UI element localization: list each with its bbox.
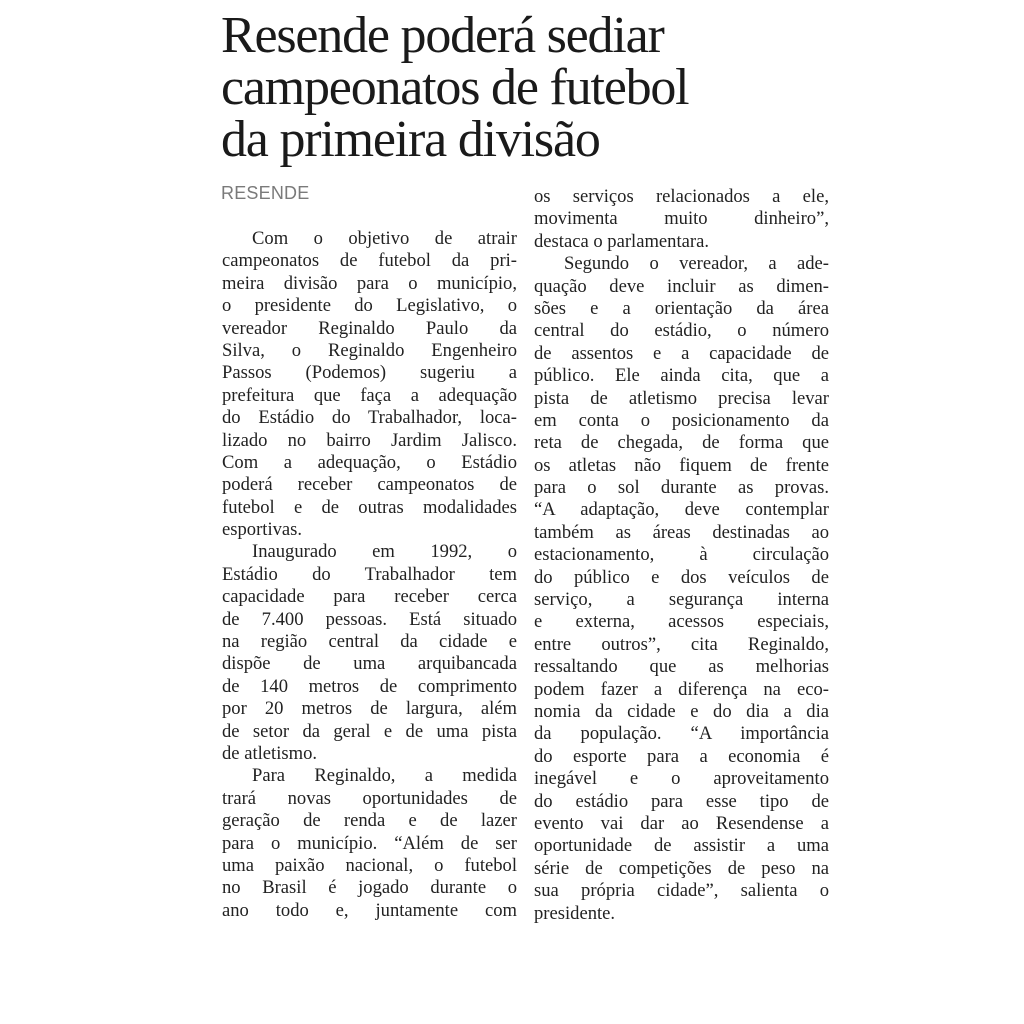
text-line: Inaugurado em 1992, o: [252, 541, 517, 563]
text-line: de 140 metros de comprimento: [222, 675, 517, 697]
text-line: inegável e o aproveitamento: [534, 768, 829, 790]
text-line: Silva, o Reginaldo Engenheiro: [222, 339, 517, 361]
text-line: ano todo e, juntamente com: [222, 899, 517, 921]
text-line: sões e a orientação da área: [534, 297, 829, 319]
text-line: e externa, acessos especiais,: [534, 611, 829, 633]
text-line: quação deve incluir as dimen-: [534, 275, 829, 297]
text-line: estacionamento, à circulação: [534, 544, 829, 566]
headline-line: da primeira divisão: [221, 111, 600, 168]
text-line: Passos (Podemos) sugeriu a: [222, 362, 517, 384]
headline-line: Resende poderá sediar: [221, 7, 664, 64]
text-line: para o município. “Além de ser: [222, 832, 517, 854]
text-line: do estádio para esse tipo de: [534, 790, 829, 812]
text-line: série de competições de peso na: [534, 857, 829, 879]
text-line: “A adaptação, deve contemplar: [534, 499, 829, 521]
text-line: poderá receber campeonatos de: [222, 474, 517, 496]
text-line: nomia da cidade e do dia a dia: [534, 700, 829, 722]
text-line: de 7.400 pessoas. Está situado: [222, 608, 517, 630]
text-line: da população. “A importância: [534, 723, 829, 745]
text-line: campeonatos de futebol da pri-: [222, 250, 517, 272]
headline-line: campeonatos de futebol: [221, 59, 689, 116]
text-line: Com o objetivo de atrair: [252, 228, 517, 249]
text-line: meira divisão para o município,: [222, 272, 517, 294]
text-line: também as áreas destinadas ao: [534, 521, 829, 543]
text-line: sua própria cidade”, salienta o: [534, 880, 829, 902]
text-line: prefeitura que faça a adequação: [222, 384, 517, 406]
text-line: oportunidade de assistir a uma: [534, 835, 829, 857]
text-line: esportivas.: [222, 519, 303, 541]
text-line: reta de chegada, de forma que: [534, 432, 829, 454]
text-line: pista de atletismo precisa levar: [534, 387, 829, 409]
article-column-left: [222, 228, 517, 922]
text-line: geração de renda e de lazer: [222, 810, 517, 832]
text-line: por 20 metros de largura, além: [222, 698, 517, 720]
text-line: de setor da geral e de uma pista: [222, 720, 517, 742]
news-article: [216, 0, 836, 1024]
text-line: capacidade para receber cerca: [222, 586, 517, 608]
text-line: destaca o parlamentara.: [534, 230, 709, 252]
text-line: trará novas oportunidades de: [222, 787, 517, 809]
headline: [221, 7, 689, 168]
text-line: entre outros”, cita Reginaldo,: [534, 633, 829, 655]
text-line: do público e dos veículos de: [534, 566, 829, 588]
text-line: Segundo o vereador, a ade-: [564, 253, 829, 275]
text-line: presidente.: [534, 902, 616, 924]
text-line: dispõe de uma arquibancada: [222, 653, 517, 675]
text-line: podem fazer a diferença na eco-: [534, 678, 829, 700]
article-column-right: [534, 186, 829, 925]
text-line: público. Ele ainda cita, que a: [534, 365, 829, 387]
text-line: futebol e de outras modalidades: [222, 496, 517, 518]
text-line: o presidente do Legislativo, o: [222, 295, 517, 317]
text-line: para o sol durante as provas.: [534, 477, 829, 499]
text-line: Com a adequação, o Estádio: [222, 451, 517, 473]
text-line: em conta o posicionamento da: [534, 409, 829, 431]
text-line: lizado no bairro Jardim Jalisco.: [222, 429, 517, 451]
text-line: na região central da cidade e: [222, 631, 517, 653]
text-line: evento vai dar ao Resendense a: [534, 812, 829, 834]
text-line: do Estádio do Trabalhador, loca-: [222, 407, 517, 429]
text-line: os serviços relacionados a ele,: [534, 186, 829, 207]
text-line: de atletismo.: [222, 742, 318, 764]
text-line: de assentos e a capacidade de: [534, 342, 829, 364]
text-line: vereador Reginaldo Paulo da: [222, 317, 517, 339]
text-line: ressaltando que as melhorias: [534, 656, 829, 678]
text-line: serviço, a segurança interna: [534, 589, 829, 611]
text-line: Estádio do Trabalhador tem: [222, 563, 517, 585]
text-line: Para Reginaldo, a medida: [252, 765, 517, 787]
text-line: do esporte para a economia é: [534, 745, 829, 767]
text-line: movimenta muito dinheiro”,: [534, 208, 829, 230]
text-line: os atletas não fiquem de frente: [534, 454, 829, 476]
text-line: uma paixão nacional, o futebol: [222, 854, 517, 876]
location-kicker: RESENDE: [221, 183, 310, 203]
text-line: central do estádio, o número: [534, 320, 829, 342]
text-line: no Brasil é jogado durante o: [222, 877, 517, 899]
